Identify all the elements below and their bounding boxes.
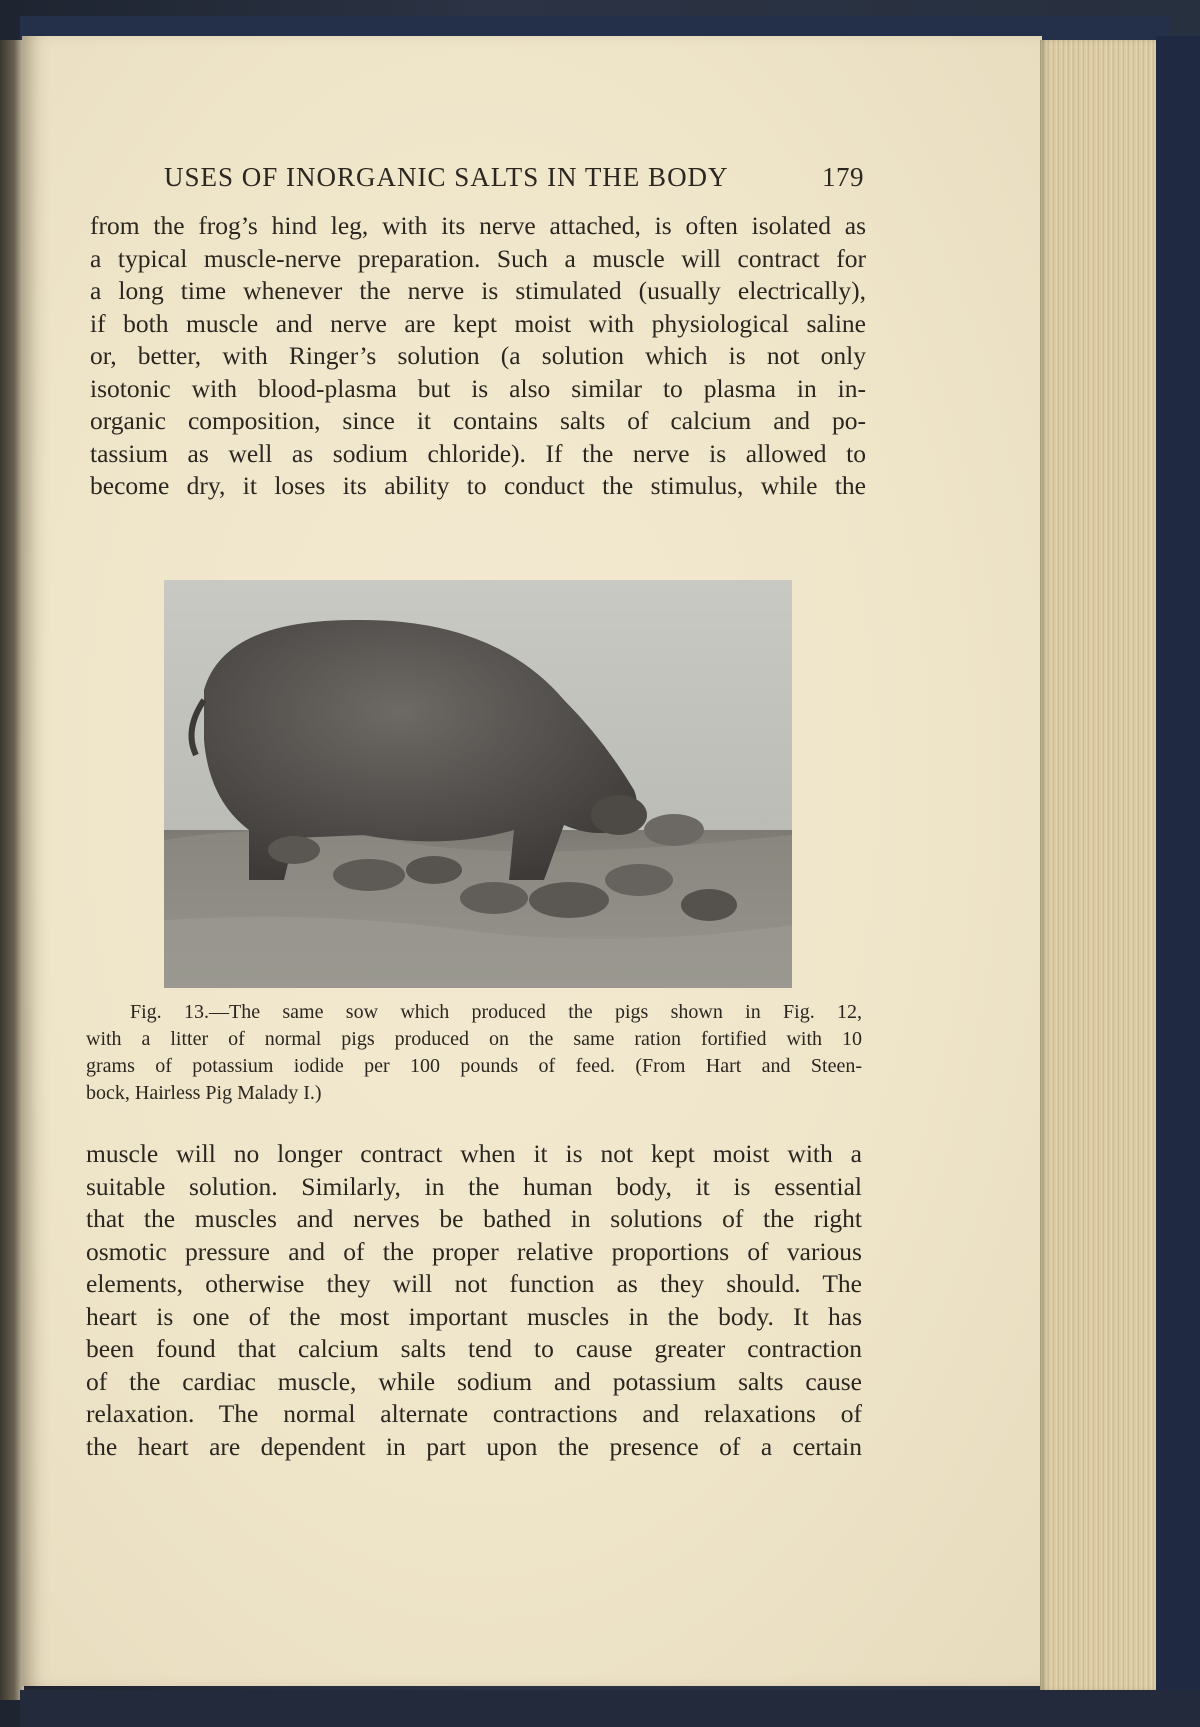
text-line: been found that calcium salts tend to cause greater contraction	[86, 1334, 862, 1363]
figure-caption	[86, 999, 862, 1107]
page-number: 179	[822, 162, 864, 192]
text-line: the heart are dependent in part upon the presence of a certain	[86, 1431, 862, 1461]
caption-line: bock, Hairless Pig Malady I.)	[86, 1082, 322, 1104]
text-line: osmotic pressure and of the proper relative proportions of various	[86, 1236, 862, 1266]
text-line: that the muscles and nerves be bathed in solutions of the right	[86, 1204, 862, 1233]
paragraph-top	[90, 210, 866, 503]
text-line: of the cardiac muscle, while sodium and potassium salts cause	[86, 1366, 862, 1396]
page-stack-edges	[1040, 40, 1158, 1690]
text-line: a typical muscle-nerve preparation. Such a muscle will contract for	[90, 243, 866, 273]
caption-line: with a litter of normal pigs produced on the same ration fortified with 10	[86, 1028, 862, 1050]
text-line: elements, otherwise they will not function as they should. The	[86, 1269, 862, 1298]
caption-line: Fig. 13.—The same sow which produced the pigs shown in Fig. 12,	[130, 1001, 862, 1023]
cover-bottom-edge	[20, 1690, 1200, 1727]
text-line: relaxation. The normal alternate contractions and relaxations of	[86, 1399, 862, 1428]
text-line: become dry, it loses its ability to conduct the stimulus, while the	[90, 471, 866, 500]
text-line: if both muscle and nerve are kept moist with physiological saline	[90, 308, 866, 338]
running-head-title: USES OF INORGANIC SALTS IN THE BODY	[164, 162, 729, 192]
paragraph-bottom	[86, 1138, 862, 1463]
figure-photo-sow-with-piglets	[164, 580, 792, 988]
text-line: muscle will no longer contract when it is not kept moist with a	[86, 1139, 862, 1168]
text-line: or, better, with Ringer’s solution (a solution which is not only	[90, 341, 866, 370]
running-head	[164, 162, 864, 193]
text-line: organic composition, since it contains salts of calcium and po-	[90, 406, 866, 435]
cover-right-edge	[1156, 36, 1200, 1696]
text-line: suitable solution. Similarly, in the human body, it is essential	[86, 1171, 862, 1201]
previous-page-edge	[0, 40, 24, 1700]
text-line: isotonic with blood-plasma but is also similar to plasma in in-	[90, 373, 866, 403]
text-line: heart is one of the most important muscles in the body. It has	[86, 1301, 862, 1331]
text-line: a long time whenever the nerve is stimulated (usually electrically),	[90, 276, 866, 305]
sow-photo-illustration	[164, 580, 792, 988]
text-line: tassium as well as sodium chloride). If the nerve is allowed to	[90, 438, 866, 468]
text-line: from the frog’s hind leg, with its nerve attached, is often isolated as	[90, 211, 866, 240]
caption-line: grams of potassium iodide per 100 pounds of feed. (From Hart and Steen-	[86, 1055, 862, 1077]
